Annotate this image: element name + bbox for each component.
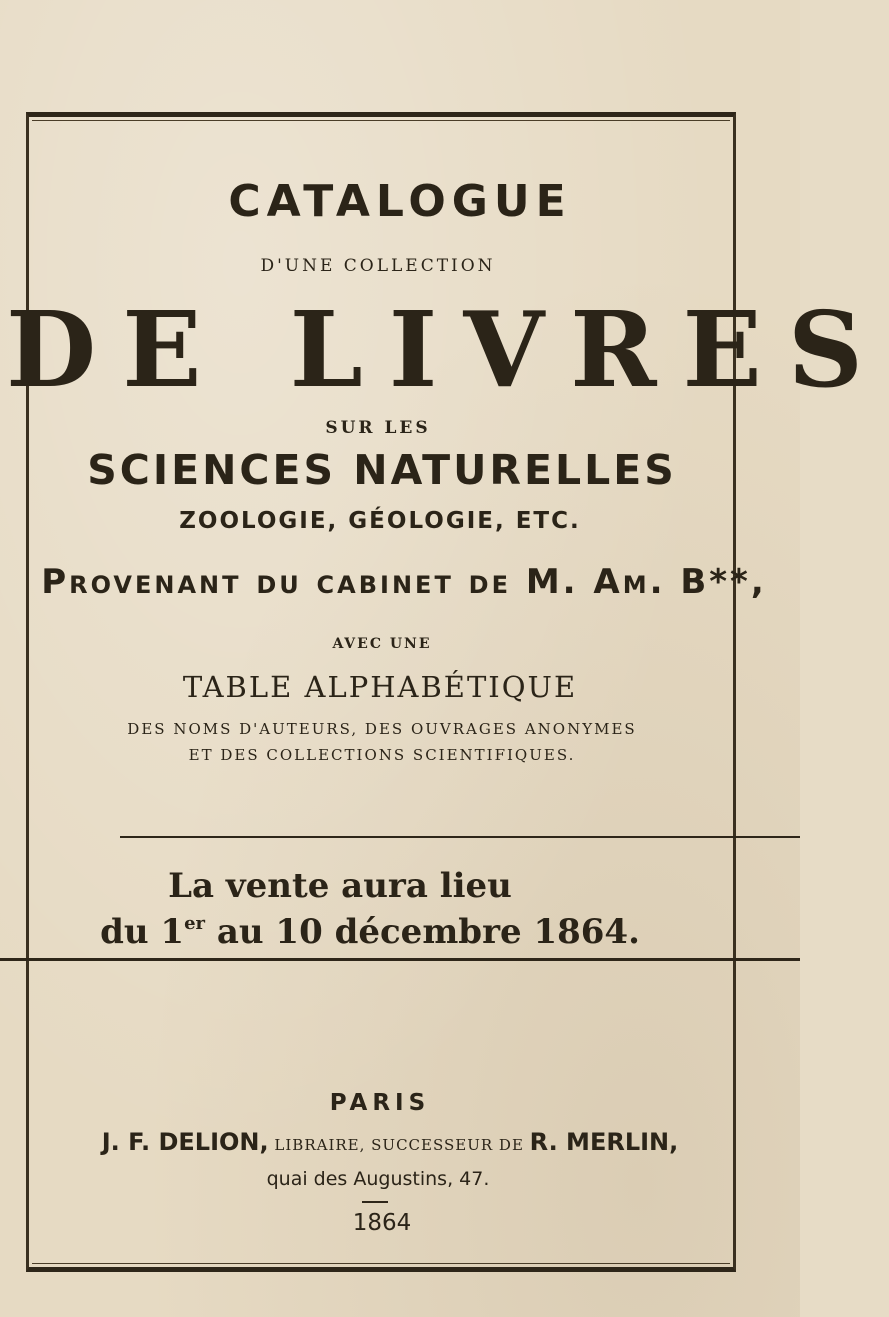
- sale-dates-suffix: au 10 décembre 1864.: [205, 912, 640, 952]
- index-description-line2: ET DES COLLECTIONS SCIENTIFIQUES.: [188, 746, 576, 764]
- sciences-heading: SCIENCES NATURELLES: [87, 446, 677, 494]
- predecessor-name: R. MERLIN,: [529, 1128, 679, 1156]
- year-dash: [362, 1201, 388, 1203]
- avec-une-text: AVEC UNE: [332, 636, 432, 652]
- subjects-line: ZOOLOGIE, GÉOLOGIE, ETC.: [179, 508, 581, 534]
- imprint-address: quai des Augustins, 47.: [266, 1168, 490, 1190]
- sale-dates-prefix: du 1: [100, 912, 185, 952]
- sale-dates-superscript: er: [184, 913, 205, 934]
- divider-rule-top: [120, 836, 800, 838]
- publisher-role: LIBRAIRE, SUCCESSEUR DE: [268, 1136, 530, 1154]
- livres-heading: DE LIVRES: [6, 288, 889, 411]
- provenance-line: Provenant du cabinet de M. Am. B**,: [41, 562, 767, 602]
- sale-dates: [0, 912, 770, 952]
- imprint-publisher: [0, 1128, 790, 1156]
- imprint-year: 1864: [352, 1210, 412, 1236]
- index-description-line1: DES NOMS D'AUTEURS, DES OUVRAGES ANONYMES: [127, 720, 637, 738]
- divider-rule-bottom: [0, 958, 800, 961]
- catalogue-heading: CATALOGUE: [228, 176, 572, 227]
- sale-announcement: La vente aura lieu: [168, 866, 512, 906]
- collection-subheading: D'UNE COLLECTION: [260, 256, 496, 276]
- table-heading: TABLE ALPHABÉTIQUE: [182, 670, 578, 704]
- imprint-city: PARIS: [329, 1090, 431, 1116]
- sur-les-text: SUR LES: [325, 418, 431, 438]
- publisher-name: J. F. DELION,: [101, 1128, 269, 1156]
